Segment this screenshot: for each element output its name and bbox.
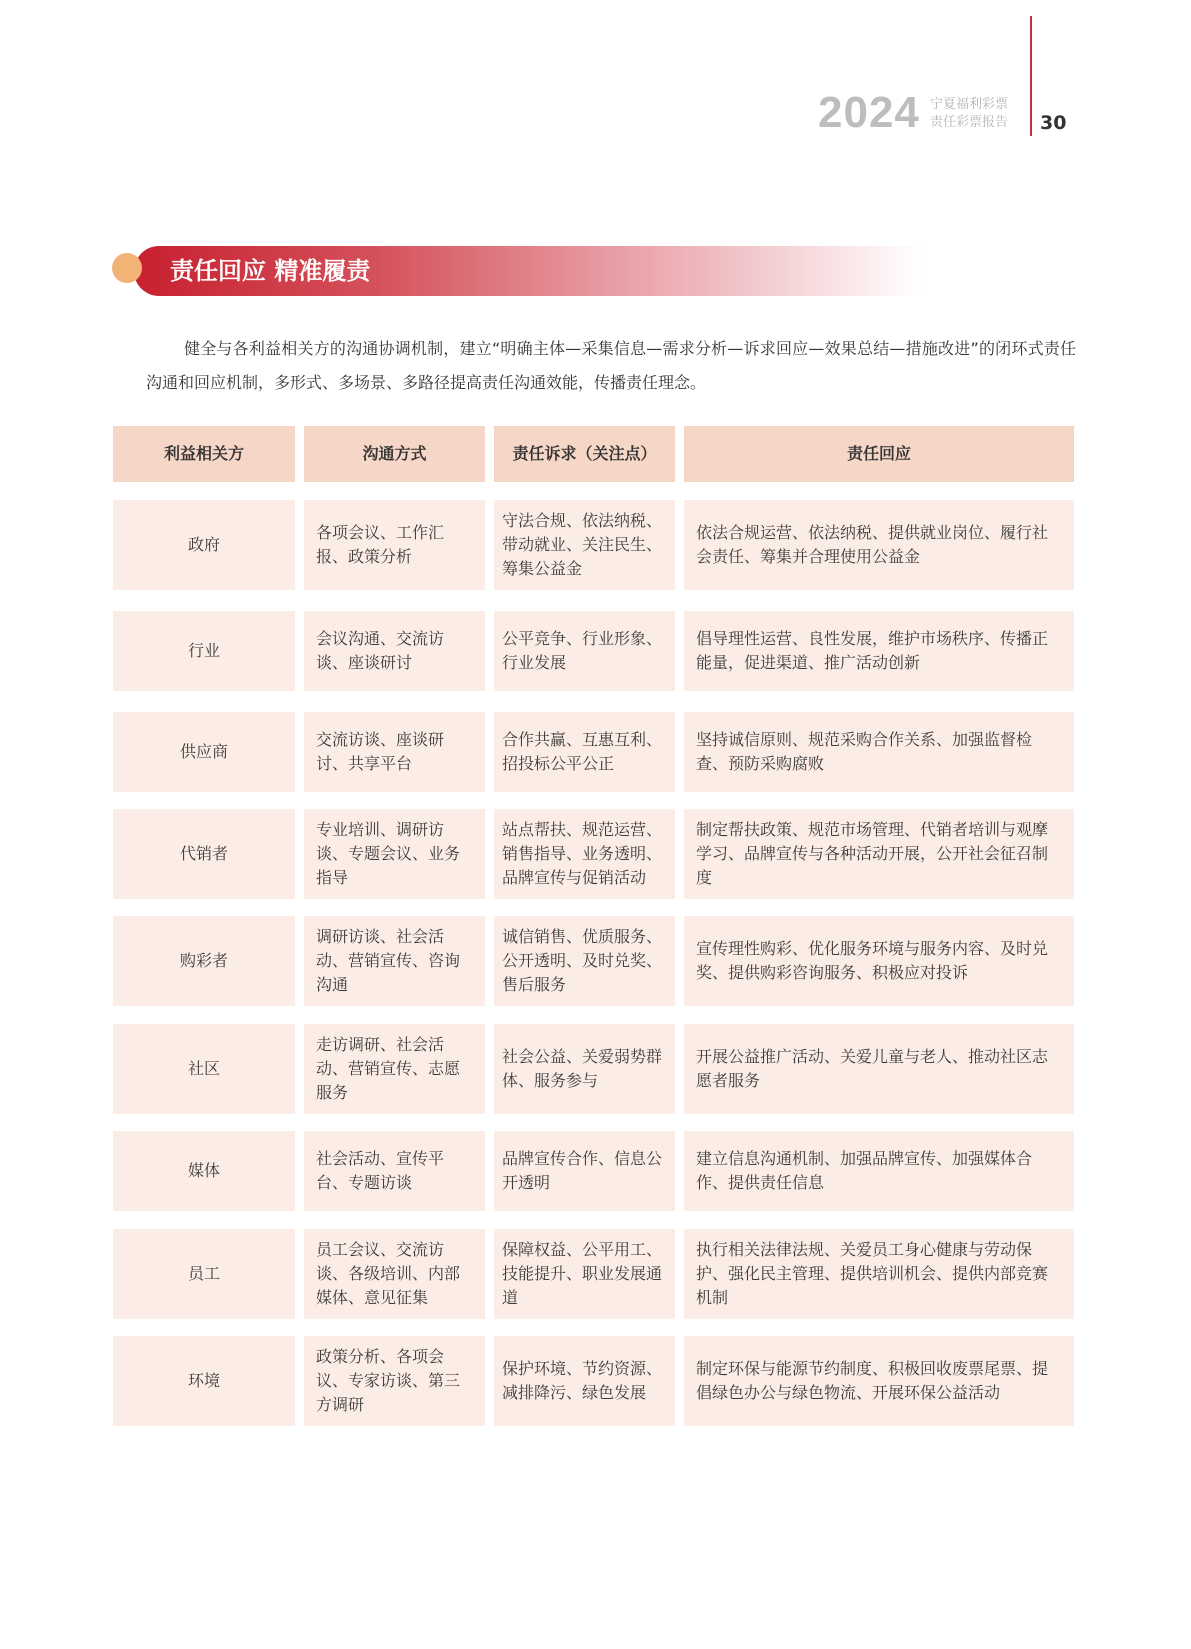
table-row-response: 坚持诚信原则、规范采购合作关系、加强监督检查、预防采购腐败 [684, 712, 1074, 792]
table-row-concerns: 公平竞争、行业形象、行业发展 [494, 611, 675, 691]
table-row-stakeholder: 社区 [113, 1024, 295, 1114]
table-row-concerns: 诚信销售、优质服务、公开透明、及时兑奖、售后服务 [494, 916, 675, 1006]
table-row-concerns: 社会公益、关爱弱势群体、服务参与 [494, 1024, 675, 1114]
page-number: 30 [1040, 112, 1067, 134]
table-row-response: 依法合规运营、依法纳税、提供就业岗位、履行社会责任、筹集并合理使用公益金 [684, 500, 1074, 590]
table-row-concerns: 站点帮扶、规范运营、销售指导、业务透明、品牌宣传与促销活动 [494, 809, 675, 899]
table-row-concerns: 守法合规、依法纳税、带动就业、关注民生、筹集公益金 [494, 500, 675, 590]
banner-dot-icon [112, 253, 142, 283]
table-row-stakeholder: 媒体 [113, 1131, 295, 1211]
table-row-stakeholder: 购彩者 [113, 916, 295, 1006]
report-title [930, 96, 1008, 132]
table-row-stakeholder: 代销者 [113, 809, 295, 899]
table-row-channel: 走访调研、社会活动、营销宣传、志愿服务 [304, 1024, 485, 1114]
table-row-channel: 政策分析、各项会议、专家访谈、第三方调研 [304, 1336, 485, 1426]
table-row-response: 建立信息沟通机制、加强品牌宣传、加强媒体合作、提供责任信息 [684, 1131, 1074, 1211]
table-row-channel: 会议沟通、交流访谈、座谈研讨 [304, 611, 485, 691]
table-row-channel: 各项会议、工作汇报、政策分析 [304, 500, 485, 590]
table-row-stakeholder: 政府 [113, 500, 295, 590]
table-row-channel: 交流访谈、座谈研讨、共享平台 [304, 712, 485, 792]
table-row-concerns: 合作共赢、互惠互利、招投标公平公正 [494, 712, 675, 792]
table-row-stakeholder: 环境 [113, 1336, 295, 1426]
table-row-channel: 社会活动、宣传平台、专题访谈 [304, 1131, 485, 1211]
table-header-channel: 沟通方式 [304, 426, 485, 482]
table-row-channel: 员工会议、交流访谈、各级培训、内部媒体、意见征集 [304, 1229, 485, 1319]
table-row-response: 制定环保与能源节约制度、积极回收废票尾票、提倡绿色办公与绿色物流、开展环保公益活动 [684, 1336, 1074, 1426]
table-header-concerns: 责任诉求（关注点） [494, 426, 675, 482]
table-header-stakeholder: 利益相关方 [113, 426, 295, 482]
report-year: 2024 [818, 88, 920, 137]
table-row-response: 执行相关法律法规、关爱员工身心健康与劳动保护、强化民主管理、提供培训机会、提供内部竞赛机制 [684, 1229, 1074, 1319]
report-title-line2: 责任彩票报告 [930, 115, 1009, 130]
table-row-response: 制定帮扶政策、规范市场管理、代销者培训与观摩学习、品牌宣传与各种活动开展，公开社会征召制度 [684, 809, 1074, 899]
table-row-channel: 调研访谈、社会活动、营销宣传、咨询沟通 [304, 916, 485, 1006]
table-row-response: 宣传理性购彩、优化服务环境与服务内容、及时兑奖、提供购彩咨询服务、积极应对投诉 [684, 916, 1074, 1006]
table-row-response: 倡导理性运营、良性发展，维护市场秩序、传播正能量，促进渠道、推广活动创新 [684, 611, 1074, 691]
header-divider-line [1030, 16, 1032, 136]
table-row-concerns: 保障权益、公平用工、技能提升、职业发展通道 [494, 1229, 675, 1319]
intro-paragraph: 健全与各利益相关方的沟通协调机制，建立“明确主体—采集信息—需求分析—诉求回应—效果总结—措施改进”的闭环式责任沟通和回应机制，多形式、多场景、多路径提高责任沟通效能，传播责任理念。 [146, 339, 1076, 392]
section-title: 责任回应 精准履责 [170, 257, 371, 285]
table-row-stakeholder: 行业 [113, 611, 295, 691]
table-row-concerns: 品牌宣传合作、信息公开透明 [494, 1131, 675, 1211]
table-row-stakeholder: 供应商 [113, 712, 295, 792]
table-row-concerns: 保护环境、节约资源、减排降污、绿色发展 [494, 1336, 675, 1426]
report-title-line1: 宁夏福利彩票 [930, 97, 1009, 112]
table-header-response: 责任回应 [684, 426, 1074, 482]
table-row-channel: 专业培训、调研访谈、专题会议、业务指导 [304, 809, 485, 899]
table-row-stakeholder: 员工 [113, 1229, 295, 1319]
table-row-response: 开展公益推广活动、关爱儿童与老人、推动社区志愿者服务 [684, 1024, 1074, 1114]
